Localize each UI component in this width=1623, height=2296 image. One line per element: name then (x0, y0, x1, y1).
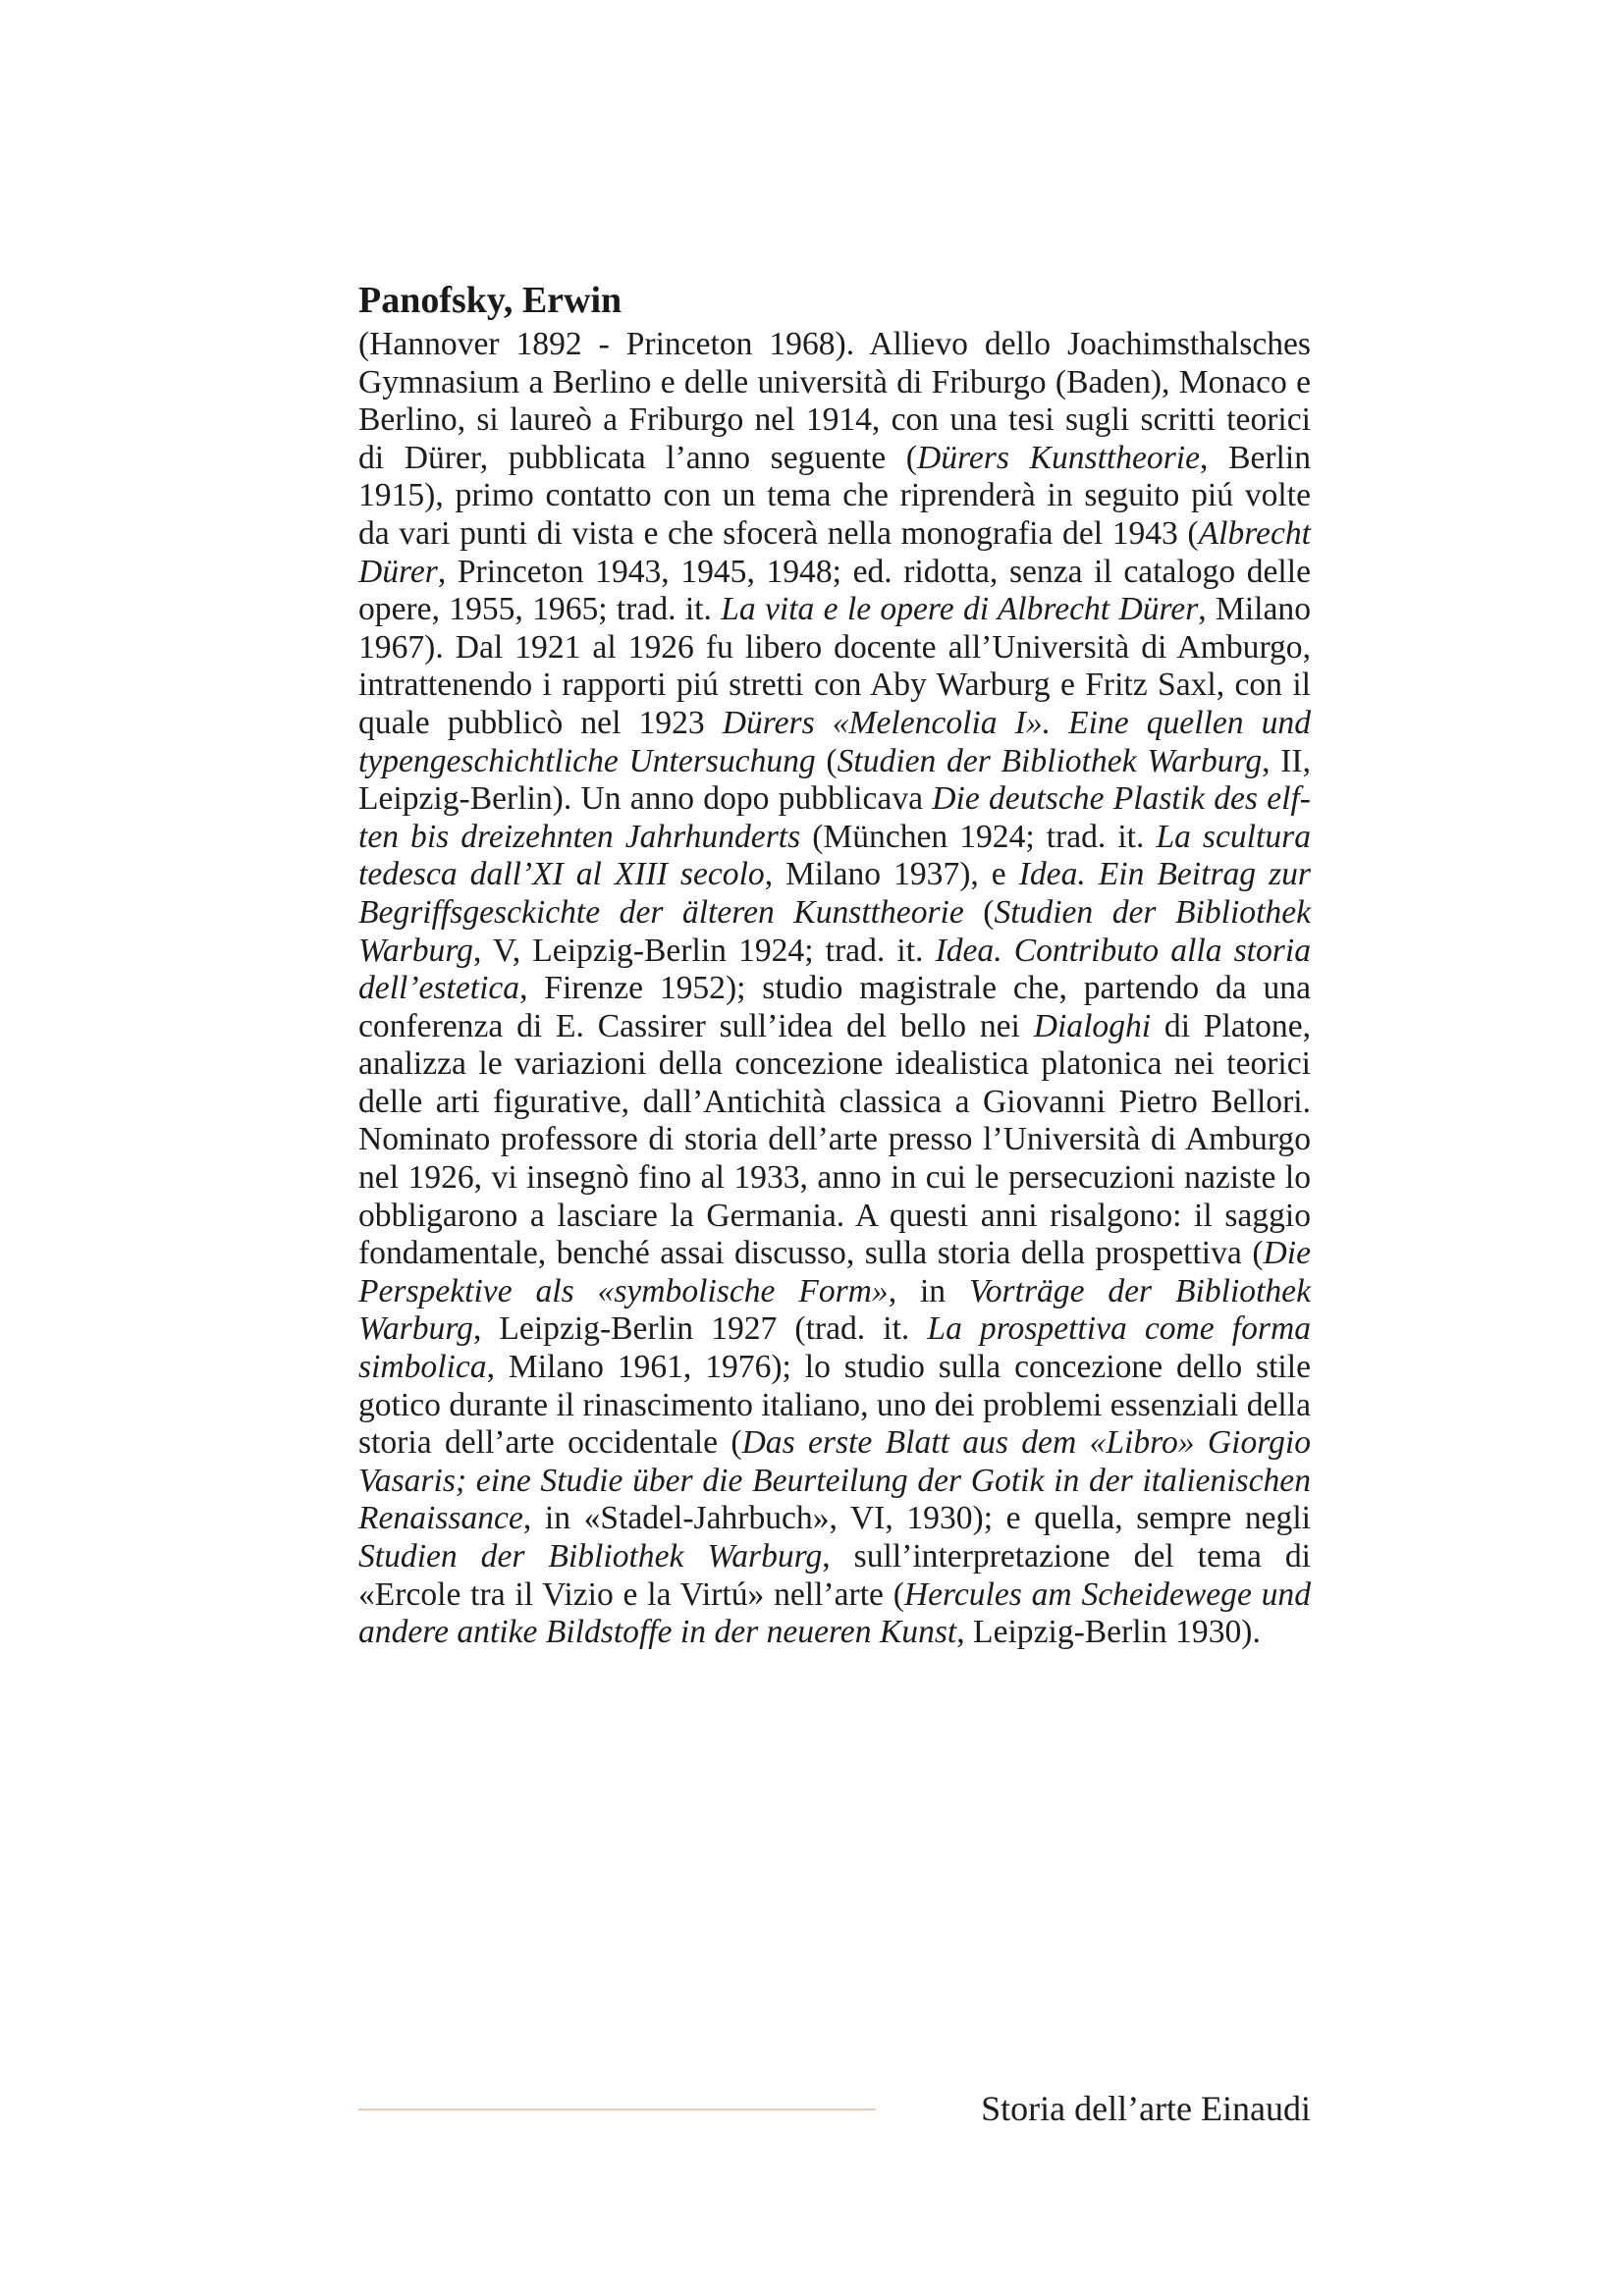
italic-title-run: La scultura tedesca dall’XI al XIII secolo (358, 818, 1311, 893)
text-run: di Platone, analizza le variazioni della concezione idealistica platonica nei teorici delle arti figurative, dall’Antichità classica a Giovanni Pietro Bellori. Nominato professore di storia dell’arte presso l’Università di Amburgo nel 1926, vi insegnò fino al 1933, anno in cui le persecuzioni naziste lo obbligarono a lasciare la Germania. A questi anni risalgono: il saggio fondamentale, benché assai discusso, sulla storia della prospettiva ( (358, 1007, 1311, 1272)
text-run: , Princeton 1943, 1945, 1948; ed. ridotta, senza il catalogo delle opere, 1955, 1965; trad. it. (358, 553, 1311, 628)
text-run: (München 1924; trad. it. (800, 818, 1157, 855)
italic-title-run: Studien der Bibliothek Warburg (837, 742, 1263, 779)
text-run: , in (888, 1272, 969, 1309)
page-footer (358, 2081, 1311, 2140)
text-run: , Berlin 1915), primo contatto con un tema che riprenderà in seguito piú volte da vari punti di vista e che sfocerà nella monografia del 1943 ( (358, 439, 1311, 552)
text-run: ( (963, 893, 995, 931)
text-run: , Leipzig-Berlin 1927 (trad. it. (472, 1310, 928, 1348)
entry-title: Panofsky, Erwin (358, 280, 622, 321)
italic-title-run: La prospettiva come forma simbolica (358, 1310, 1311, 1386)
italic-title-run: La vita e le opere di Albrecht Dürer (721, 591, 1199, 628)
text-run: , Milano 1967). Dal 1921 al 1926 fu libero docente all’Università di Amburgo, intrattenendo i rapporti piú stretti con Aby Warburg e Fritz Saxl, con il quale pubblicò nel 1923 (358, 591, 1311, 741)
text-run: , Milano 1961, 1976); lo studio sulla concezione dello stile gotico durante il rinascimento italiano, uno dei problemi essenziali della storia dell’arte occidentale ( (358, 1349, 1311, 1462)
italic-title-run: Die deutsche Plastik des elften bis dreizehnten Jahrhunderts (358, 780, 1311, 855)
italic-title-run: Dürers Kunsttheorie (917, 439, 1201, 476)
text-run: ( (815, 742, 838, 779)
italic-title-run: Dürers «Melencolia I». Eine quellen und typengeschichtliche Untersuchung (358, 704, 1311, 779)
encyclopedia-entry (358, 277, 1311, 1652)
text-run: , II, Leipzig-Berlin). Un anno dopo pubblicava (358, 742, 1311, 818)
italic-title-run: Studien der Bibliothek Warburg (358, 893, 1312, 969)
footer-rule (358, 2109, 876, 2110)
entry-body (358, 326, 1311, 1652)
text-run: , Leipzig-Berlin 1930). (956, 1614, 1261, 1651)
text-run: , Firenze 1952); studio magistrale che, partendo da una conferenza di E. Cassirer sull’idea del bello nei (358, 970, 1311, 1044)
italic-title-run: Dialoghi (1033, 1007, 1152, 1044)
text-run: , V, Leipzig-Berlin 1924; trad. it. (472, 932, 936, 969)
text-run: , sull’interpretazione del tema di «Ercole tra il Vizio e la Virtú» nell’arte ( (358, 1538, 1311, 1613)
italic-title-run: Hercules am Scheidewege und andere antike Bildstoffe in der neueren Kunst (358, 1575, 1311, 1651)
italic-title-run: Studien der Bibliothek Warburg (358, 1538, 823, 1575)
text-run: (Hannover 1892 - Princeton 1968). Allievo dello Joachimsthalsches Gymnasium a Berlino e delle università di Friburgo (Baden), Monaco e Berlino, si laureò a Friburgo nel 1914, con una tesi sugli scritti teorici di Dürer, pubblicata l’anno seguente ( (358, 326, 1311, 476)
text-run: , Milano 1937), e (764, 856, 1019, 893)
italic-title-run: Das erste Blatt aus dem «Libro» Giorgio Vasaris; eine Studie über die Beurteilung der Gotik in der italienischen Renaissance (358, 1424, 1311, 1537)
italic-title-run: Idea. Ein Beitrag zur Begriffsgesckichte der älteren Kunsttheorie (358, 856, 1311, 931)
italic-title-run: Albrecht Dürer (358, 514, 1311, 590)
footer-series-title: Storia dell’arte Einaudi (981, 2089, 1311, 2128)
italic-title-run: Vorträge der Bibliothek Warburg (358, 1272, 1311, 1348)
italic-title-run: Die Perspektive als «symbolische Form» (358, 1235, 1311, 1309)
italic-title-run: Idea. Contributo alla storia dell’estetica (358, 932, 1311, 1007)
text-run: , in «Stadel-Jahrbuch», VI, 1930); e quella, sempre negli (522, 1500, 1311, 1537)
